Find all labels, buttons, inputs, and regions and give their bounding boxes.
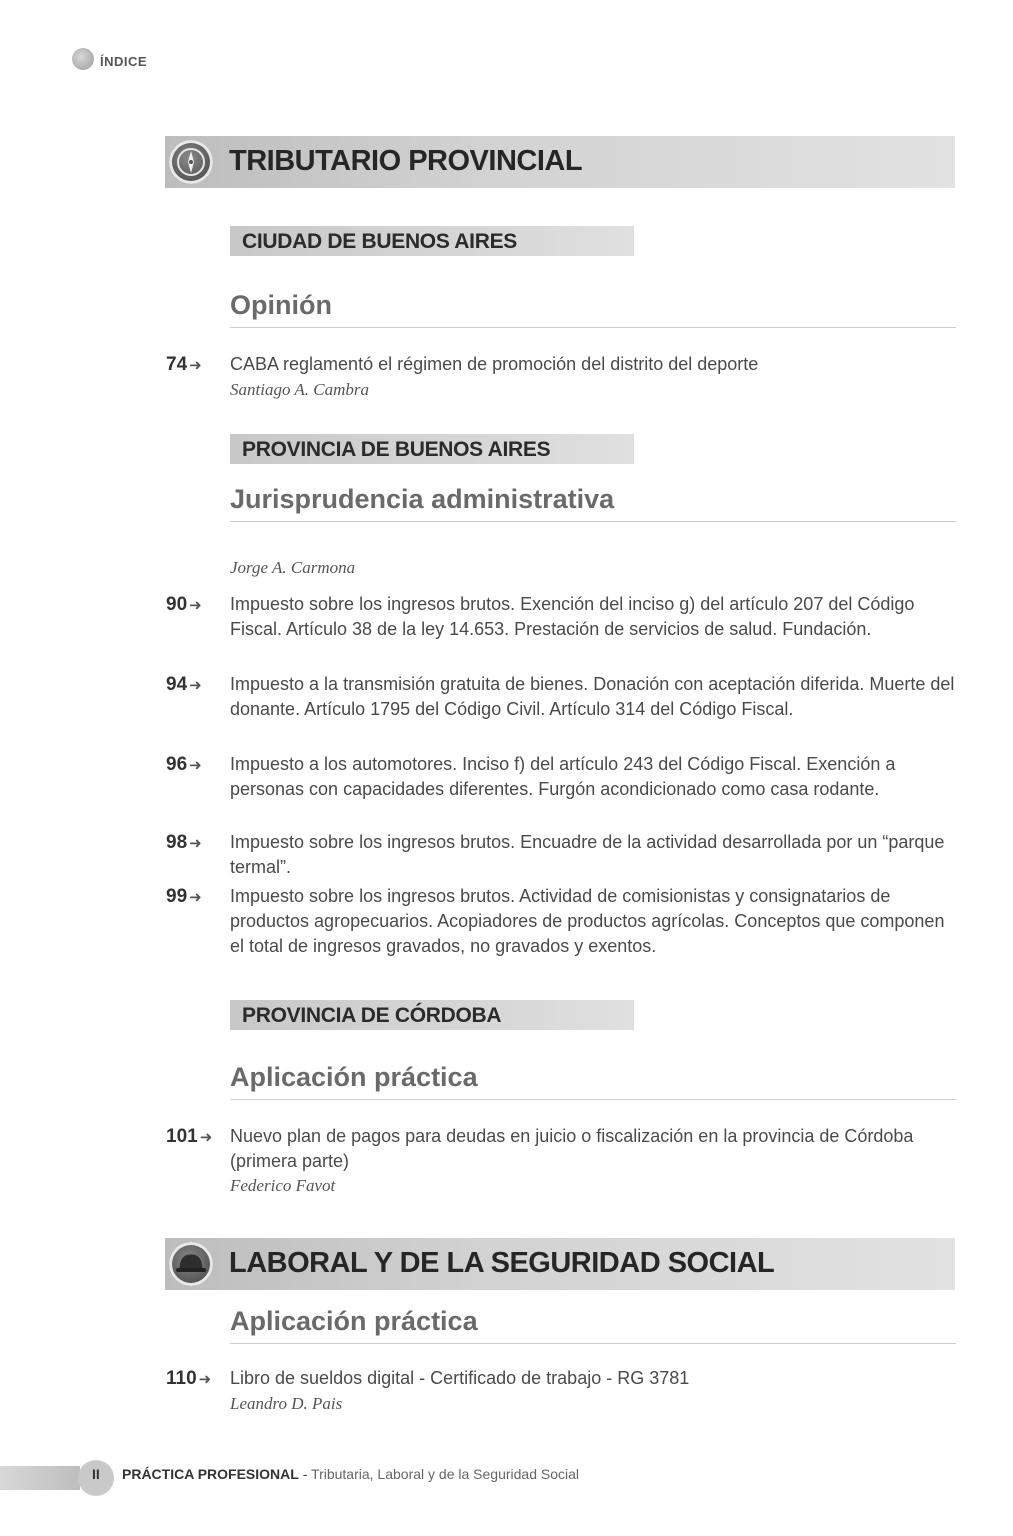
page-number <box>166 1368 210 1390</box>
page-number-value: 94 <box>166 674 188 695</box>
section-title: LABORAL Y DE LA SEGURIDAD SOCIAL <box>229 1247 775 1279</box>
page-number <box>166 1126 213 1148</box>
heading-aplicacion-cordoba: Aplicación práctica <box>230 1062 956 1100</box>
compass-icon <box>169 140 213 184</box>
page-number <box>166 354 210 376</box>
heading-opinion: Opinión <box>230 290 956 328</box>
entry-title: CABA reglamentó el régimen de promoción del distrito del deporte <box>230 354 759 374</box>
page-number <box>166 832 210 854</box>
page-number-value: 101 <box>166 1126 198 1147</box>
page-number-value: 98 <box>166 832 188 853</box>
heading-jurisprudencia: Jurisprudencia administrativa <box>230 484 956 522</box>
arrow-right-icon: ➜ <box>189 835 202 852</box>
entry-author: Santiago A. Cambra <box>230 380 370 399</box>
page-number-value: 74 <box>166 354 188 375</box>
arrow-right-icon: ➜ <box>189 677 202 694</box>
arrow-right-icon: ➜ <box>189 597 202 614</box>
entry-author: Federico Favot <box>230 1176 336 1195</box>
page-number <box>166 594 210 616</box>
section-banner-laboral <box>165 1238 955 1290</box>
entry-title: Nuevo plan de pagos para deudas en juicio o fiscalización en la provincia de Córdoba (primera parte) <box>230 1126 914 1171</box>
arrow-right-icon: ➜ <box>189 757 202 774</box>
page-number-value: 99 <box>166 886 188 907</box>
entry-title: Impuesto sobre los ingresos brutos. Actividad de comisionistas y consignatarios de productos agropecuarios. Acopiadores de productos agrícolas. Conceptos que componen el total de ingresos gravados, no gravados y exentos. <box>230 886 945 956</box>
section-banner-tributario <box>165 136 955 188</box>
page-number-value: 90 <box>166 594 188 615</box>
region-bar-caba <box>230 226 634 256</box>
region-title: PROVINCIA DE BUENOS AIRES <box>242 438 551 461</box>
footer-bar <box>0 1466 80 1490</box>
entry-author: Leandro D. Pais <box>230 1394 343 1413</box>
page-number <box>166 886 210 908</box>
arrow-right-icon: ➜ <box>189 357 202 374</box>
heading-aplicacion-laboral: Aplicación práctica <box>230 1306 956 1344</box>
entry-title: Impuesto sobre los ingresos brutos. Encuadre de la actividad desarrollada por un “parque termal”. <box>230 832 945 877</box>
footer-publication-name: PRÁCTICA PROFESIONAL <box>122 1466 299 1482</box>
page-number <box>166 674 210 696</box>
arrow-right-icon: ➜ <box>199 1129 213 1146</box>
arrow-right-icon: ➜ <box>189 889 202 906</box>
entry-title: Libro de sueldos digital - Certificado de trabajo - RG 3781 <box>230 1368 690 1388</box>
arrow-right-icon: ➜ <box>198 1371 212 1388</box>
page-number-value: 110 <box>166 1368 197 1389</box>
index-bullet-icon <box>72 48 94 70</box>
region-title: PROVINCIA DE CÓRDOBA <box>242 1004 502 1027</box>
index-label: ÍNDICE <box>100 54 148 69</box>
footer-page-number: II <box>92 1466 100 1482</box>
region-bar-cordoba <box>230 1000 634 1030</box>
helmet-icon <box>169 1242 213 1286</box>
entry-title: Impuesto a los automotores. Inciso f) del artículo 243 del Código Fiscal. Exención a personas con capacidades diferentes. Furgón acondicionado como casa rodante. <box>230 754 896 799</box>
page-number <box>166 754 210 776</box>
section-author: Jorge A. Carmona <box>230 558 356 577</box>
region-title: CIUDAD DE BUENOS AIRES <box>242 230 517 253</box>
footer-separator: - <box>298 1466 312 1482</box>
footer-publication <box>122 1466 579 1482</box>
entry-title: Impuesto sobre los ingresos brutos. Exención del inciso g) del artículo 207 del Código Fiscal. Artículo 38 de la ley 14.653. Prestación de servicios de salud. Fundación. <box>230 594 915 639</box>
section-title: TRIBUTARIO PROVINCIAL <box>229 145 583 177</box>
page-number-value: 96 <box>166 754 188 775</box>
region-bar-pba <box>230 434 634 464</box>
footer-subtitle: Tributaria, Laboral y de la Seguridad Social <box>311 1466 579 1482</box>
entry-title: Impuesto a la transmisión gratuita de bienes. Donación con aceptación diferida. Muerte del donante. Artículo 1795 del Código Civil. Artículo 314 del Código Fiscal. <box>230 674 955 719</box>
